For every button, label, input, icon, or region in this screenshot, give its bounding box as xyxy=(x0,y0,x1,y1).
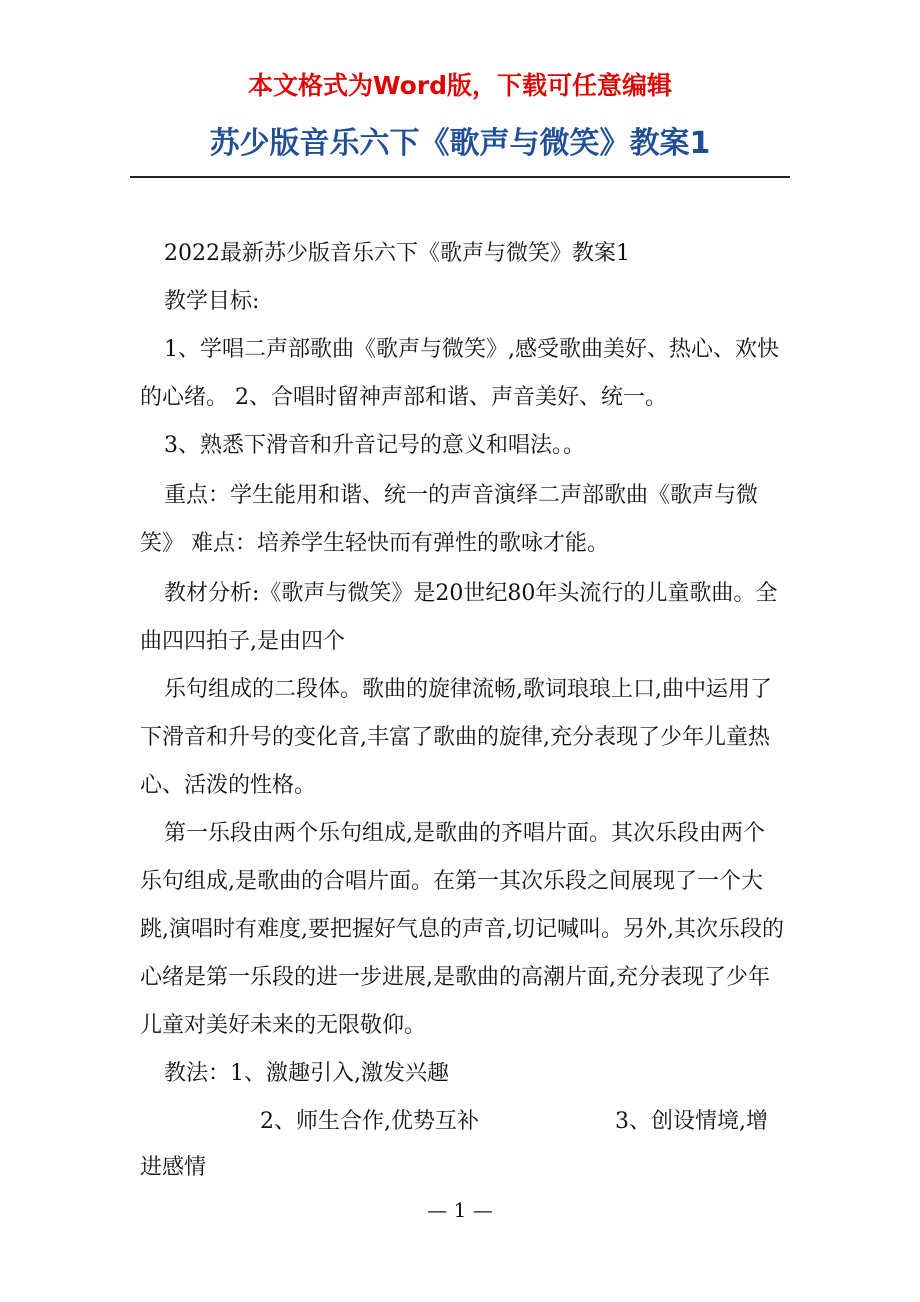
page-number: — 1 — xyxy=(427,1198,493,1222)
paragraph-sections: 第一乐段由两个乐句组成,是歌曲的齐唱片面。其次乐段由两个乐句组成,是歌曲的合唱片面。在第一其次乐段之间展现了一个大跳,演唱时有难度,要把握好气息的声音,切记喊叫。另外,其次乐段的心绪是第一乐段的进一步进展,是歌曲的高潮片面,充分表现了少年儿童对美好未来的无限敬仰。 xyxy=(140,821,784,1038)
paragraph-key-points: 重点：学生能用和谐、统一的声音演绎二声部歌曲《歌声与微笑》 难点：培养学生轻快而有弹性的歌咏才能。 xyxy=(140,483,759,556)
paragraph-methods: 教法：1、激趣引入,激发兴趣 xyxy=(164,1061,449,1086)
paragraph-structure: 乐句组成的二段体。歌曲的旋律流畅,歌词琅琅上口,曲中运用了下滑音和升号的变化音,丰富了歌曲的旋律,充分表现了少年儿童热心、活泼的性格。 xyxy=(140,677,772,798)
paragraph-objective-3: 3、熟悉下滑音和升音记号的意义和唱法。。 xyxy=(164,433,585,458)
method-2: 2、师生合作,优势互补 xyxy=(260,1109,479,1134)
paragraph-heading: 2022最新苏少版音乐六下《歌声与微笑》教案1 xyxy=(164,241,630,266)
title-divider xyxy=(130,176,790,178)
download-banner: 本文格式为Word版，下载可任意编辑 xyxy=(247,71,673,100)
paragraph-objectives: 1、学唱二声部歌曲《歌声与微笑》,感受歌曲美好、热心、欢快的心绪。 2、合唱时留神声部和谐、声音美好、统一。 xyxy=(140,337,779,410)
paragraph-analysis: 教材分析:《歌声与微笑》是20世纪80年头流行的儿童歌曲。全曲四四拍子,是由四个 xyxy=(140,581,778,654)
methods-continuation: 进感情 xyxy=(140,1155,207,1180)
method-3: 3、创设情境,增 xyxy=(615,1109,768,1134)
paragraph-objectives-label: 教学目标: xyxy=(164,289,260,314)
document-title: 苏少版音乐六下《歌声与微笑》教案1 xyxy=(209,126,711,161)
